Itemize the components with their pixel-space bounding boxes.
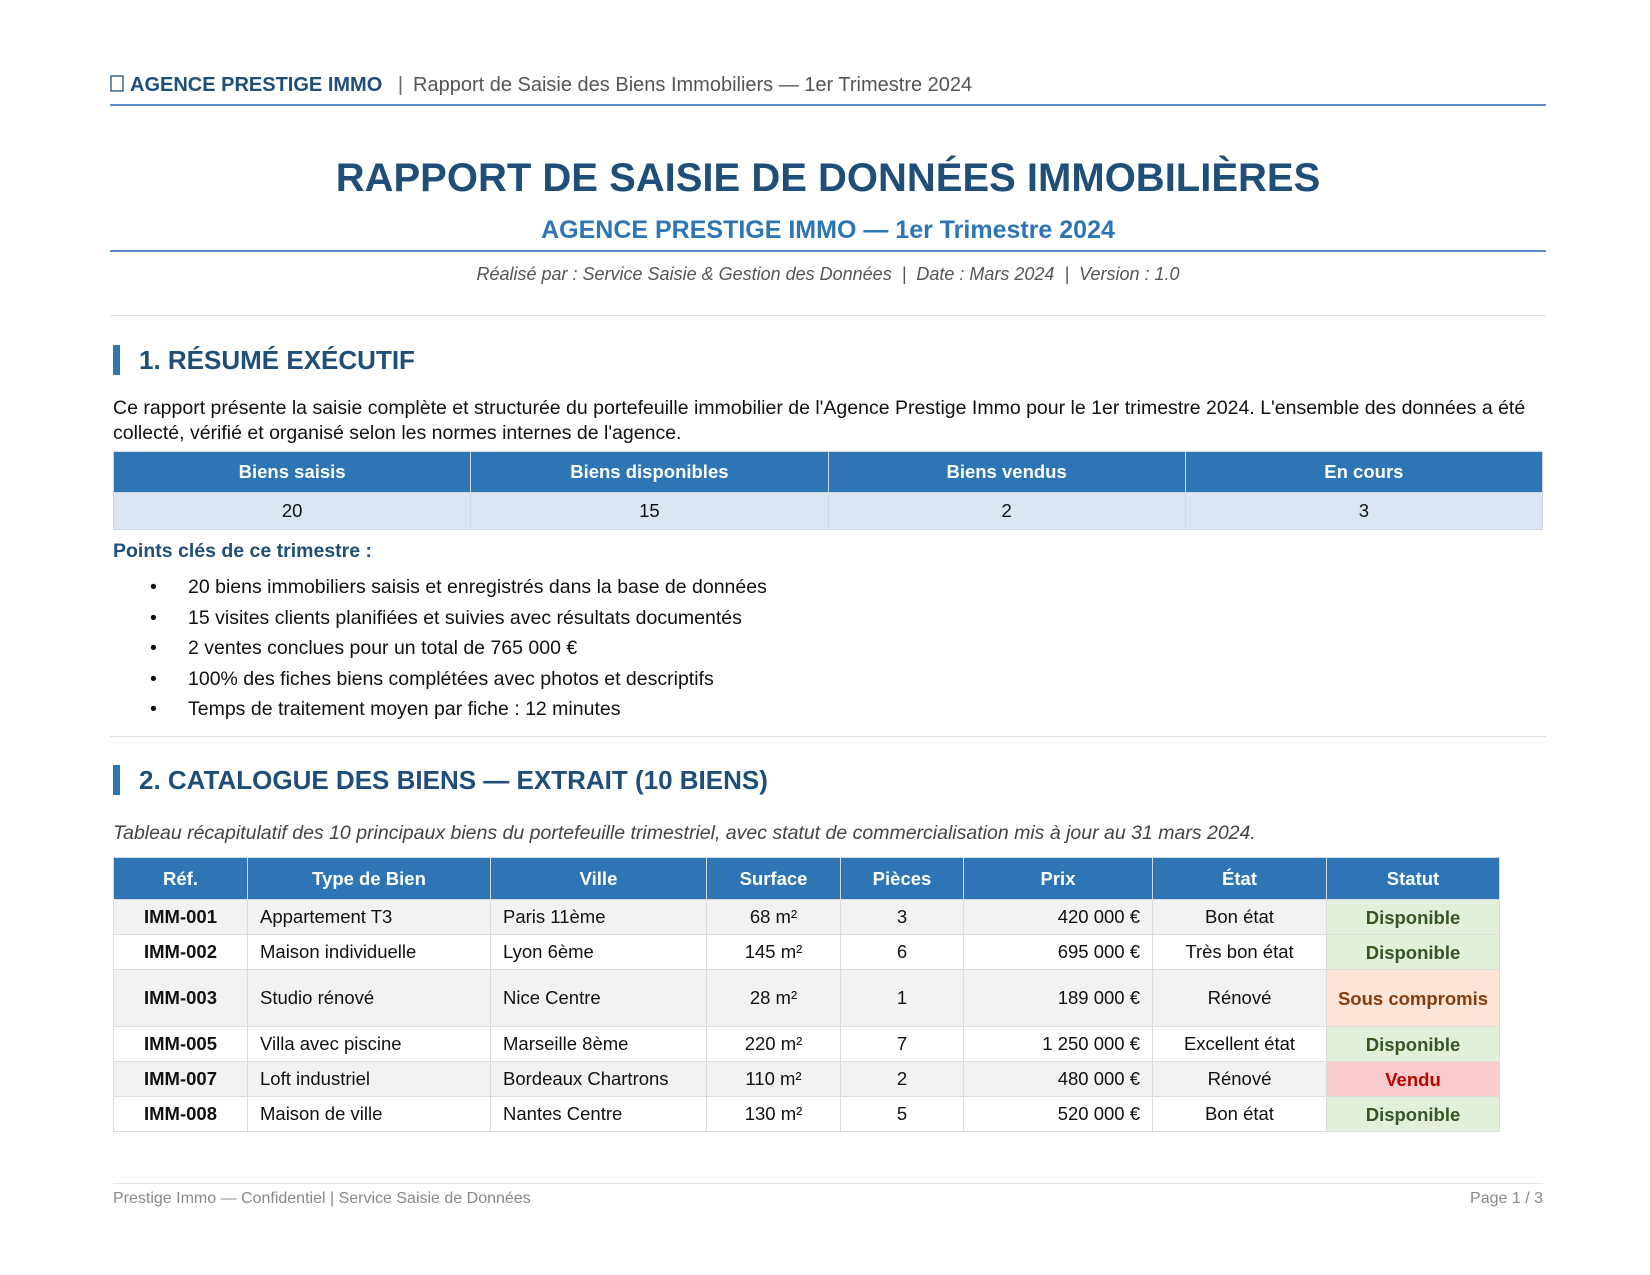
city-cell: Paris 11ème	[491, 900, 707, 935]
ref-cell: IMM-002	[114, 935, 248, 970]
executive-summary-paragraph: Ce rapport présente la saisie complète et structurée du portefeuille immobilier de l'Agence Prestige Immo pour le 1er trimestre 2024. L'ensemble des données a été collecté, vérifié et organisé selon les normes internes de l'agence.	[113, 397, 1526, 444]
status-badge: Vendu	[1327, 1062, 1500, 1097]
report-subtitle: AGENCE PRESTIGE IMMO — 1er Trimestre 2024	[110, 216, 1546, 252]
city-cell: Bordeaux Chartrons	[491, 1062, 707, 1097]
status-badge: Disponible	[1327, 1027, 1500, 1062]
type-cell: Loft industriel	[248, 1062, 491, 1097]
summary-header-cell: En cours	[1185, 452, 1542, 493]
summary-value-cell: 2	[828, 493, 1185, 530]
section-2-title: 2. CATALOGUE DES BIENS — EXTRAIT (10 BIENS)	[113, 765, 768, 795]
section-1-title: 1. RÉSUMÉ EXÉCUTIF	[113, 345, 415, 375]
rooms-cell: 3	[841, 900, 964, 935]
summary-table	[113, 451, 1543, 530]
city-cell: Nice Centre	[491, 970, 707, 1027]
catalog-header-cell: Type de Bien	[248, 858, 491, 900]
page-header	[110, 74, 1546, 106]
price-cell: 189 000 €	[964, 970, 1153, 1027]
type-cell: Appartement T3	[248, 900, 491, 935]
status-badge: Disponible	[1327, 900, 1500, 935]
page-number: Page 1 / 3	[1470, 1190, 1543, 1207]
key-points-title: Points clés de ce trimestre :	[113, 540, 373, 562]
table-row	[114, 900, 1500, 935]
price-cell: 695 000 €	[964, 935, 1153, 970]
status-badge: Disponible	[1327, 935, 1500, 970]
city-cell: Marseille 8ème	[491, 1027, 707, 1062]
rooms-cell: 6	[841, 935, 964, 970]
catalog-table	[113, 857, 1500, 1132]
type-cell: Studio rénové	[248, 970, 491, 1027]
ref-cell: IMM-005	[114, 1027, 248, 1062]
surface-cell: 220 m²	[707, 1027, 841, 1062]
building-icon	[110, 75, 124, 92]
summary-header-cell: Biens disponibles	[471, 452, 828, 493]
rooms-cell: 2	[841, 1062, 964, 1097]
list-item: • 100% des fiches biens complétées avec photos et descriptifs	[150, 664, 767, 695]
summary-header-cell: Biens saisis	[114, 452, 471, 493]
section-divider	[110, 315, 1546, 316]
city-cell: Nantes Centre	[491, 1097, 707, 1132]
price-cell: 520 000 €	[964, 1097, 1153, 1132]
summary-values-row	[114, 493, 1543, 530]
list-item: • 20 biens immobiliers saisis et enregistrés dans la base de données	[150, 572, 767, 603]
surface-cell: 68 m²	[707, 900, 841, 935]
catalog-header-cell: Statut	[1327, 858, 1500, 900]
header-separator: |	[397, 74, 404, 96]
header-brand	[110, 74, 388, 96]
price-cell: 480 000 €	[964, 1062, 1153, 1097]
surface-cell: 110 m²	[707, 1062, 841, 1097]
surface-cell: 130 m²	[707, 1097, 841, 1132]
ref-cell: IMM-008	[114, 1097, 248, 1132]
status-badge: Disponible	[1327, 1097, 1500, 1132]
catalog-header-cell: Réf.	[114, 858, 248, 900]
table-row	[114, 1062, 1500, 1097]
list-item: • 2 ventes conclues pour un total de 765 000 €	[150, 633, 767, 664]
table-row	[114, 935, 1500, 970]
summary-value-cell: 20	[114, 493, 471, 530]
condition-cell: Bon état	[1153, 900, 1327, 935]
type-cell: Maison de ville	[248, 1097, 491, 1132]
type-cell: Villa avec piscine	[248, 1027, 491, 1062]
header-brand-text: AGENCE PRESTIGE IMMO	[130, 74, 383, 96]
status-badge: Sous compromis	[1327, 970, 1500, 1027]
type-cell: Maison individuelle	[248, 935, 491, 970]
catalog-header-cell: État	[1153, 858, 1327, 900]
ref-cell: IMM-007	[114, 1062, 248, 1097]
report-title: RAPPORT DE SAISIE DE DONNÉES IMMOBILIÈRES	[335, 156, 1321, 200]
price-cell: 420 000 €	[964, 900, 1153, 935]
ref-cell: IMM-001	[114, 900, 248, 935]
catalog-header-cell: Ville	[491, 858, 707, 900]
catalog-caption: Tableau récapitulatif des 10 principaux biens du portefeuille trimestriel, avec statut de commercialisation mis à jour au 31 mars 2024.	[113, 822, 1256, 844]
condition-cell: Excellent état	[1153, 1027, 1327, 1062]
list-item: • Temps de traitement moyen par fiche : 12 minutes	[150, 694, 767, 725]
table-row	[114, 1097, 1500, 1132]
condition-cell: Rénové	[1153, 1062, 1327, 1097]
city-cell: Lyon 6ème	[491, 935, 707, 970]
key-points-list	[150, 572, 767, 725]
ref-cell: IMM-003	[114, 970, 248, 1027]
catalog-header-row	[114, 858, 1500, 900]
surface-cell: 28 m²	[707, 970, 841, 1027]
summary-value-cell: 3	[1185, 493, 1542, 530]
summary-header-row	[114, 452, 1543, 493]
report-meta: Réalisé par : Service Saisie & Gestion des Données | Date : Mars 2024 | Version : 1.0	[476, 264, 1180, 284]
rooms-cell: 5	[841, 1097, 964, 1132]
table-row	[114, 970, 1500, 1027]
condition-cell: Très bon état	[1153, 935, 1327, 970]
price-cell: 1 250 000 €	[964, 1027, 1153, 1062]
condition-cell: Bon état	[1153, 1097, 1327, 1132]
summary-value-cell: 15	[471, 493, 828, 530]
header-subtitle: Rapport de Saisie des Biens Immobiliers — 1er Trimestre 2024	[413, 74, 973, 96]
catalog-header-cell: Pièces	[841, 858, 964, 900]
surface-cell: 145 m²	[707, 935, 841, 970]
footer-confidential: Prestige Immo — Confidentiel | Service Saisie de Données	[113, 1190, 531, 1207]
list-item: • 15 visites clients planifiées et suivies avec résultats documentés	[150, 603, 767, 634]
table-row	[114, 1027, 1500, 1062]
rooms-cell: 1	[841, 970, 964, 1027]
section-divider	[110, 736, 1546, 737]
catalog-header-cell: Prix	[964, 858, 1153, 900]
catalog-header-cell: Surface	[707, 858, 841, 900]
condition-cell: Rénové	[1153, 970, 1327, 1027]
summary-header-cell: Biens vendus	[828, 452, 1185, 493]
page-footer	[113, 1183, 1543, 1214]
rooms-cell: 7	[841, 1027, 964, 1062]
